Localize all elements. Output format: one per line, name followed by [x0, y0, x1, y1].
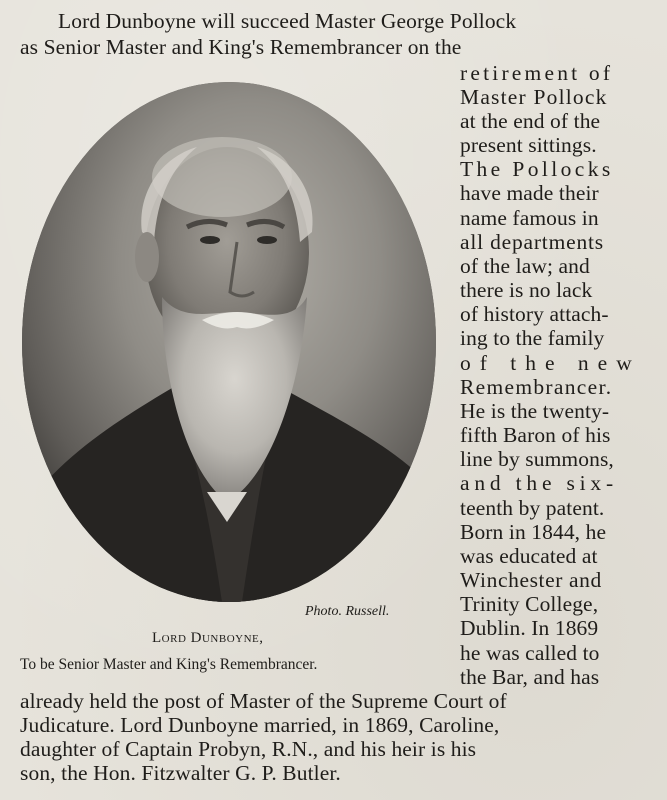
article-col-line — [460, 640, 649, 666]
article-text: at the end of the — [460, 109, 601, 133]
article-text: teenth by patent. — [460, 496, 605, 520]
article-col-line — [460, 543, 649, 569]
article-col-line — [460, 156, 649, 182]
article-line-tail-3 — [20, 736, 649, 762]
article-line-tail-1 — [20, 688, 649, 714]
article-text: already held the post of Master of the Supreme Court of — [20, 689, 507, 713]
article-text: name famous in — [460, 206, 599, 230]
portrait-illustration — [22, 82, 436, 602]
article-text: Winchester and — [460, 568, 602, 592]
article-text: and the six- — [460, 471, 618, 495]
article-text: Remembrancer. — [460, 375, 613, 399]
photo-credit: Photo. Russell. — [305, 604, 390, 619]
article-col-line — [460, 84, 649, 110]
article-col-line — [460, 132, 649, 158]
article-text: retirement of — [460, 61, 614, 85]
article-text: fifth Baron of his — [460, 423, 611, 447]
article-col-line — [460, 374, 649, 400]
article-col-line — [460, 470, 649, 496]
article-text: of the new — [460, 351, 641, 375]
article-col-line — [460, 350, 649, 376]
article-text: Master Pollock — [460, 85, 608, 109]
article-text: was educated at — [460, 544, 598, 568]
article-text: he was called to — [460, 641, 600, 665]
article-col-line — [460, 422, 649, 448]
article-col-line — [460, 253, 649, 279]
article-text: as Senior Master and King's Remembrancer on the — [20, 35, 462, 59]
article-text: of history attach- — [460, 302, 609, 326]
article-text: of the law; and — [460, 254, 590, 278]
article-text: son, the Hon. Fitzwalter G. P. Butler. — [20, 761, 341, 785]
article-col-line — [460, 301, 649, 327]
portrait-photo — [22, 82, 436, 602]
article-text: line by summons, — [460, 447, 614, 471]
article-line-1 — [58, 8, 649, 34]
article-text: all departments — [460, 230, 604, 254]
article-line-2 — [20, 34, 649, 60]
portrait-oval — [22, 82, 436, 602]
article-col-line — [460, 519, 649, 545]
article-text: have made their — [460, 181, 599, 205]
article-text: Judicature. Lord Dunboyne married, in 1869, Caroline, — [20, 713, 500, 737]
article-text: Dublin. In 1869 — [460, 616, 599, 640]
article-text: The Pollocks — [460, 157, 614, 181]
article-col-line — [460, 108, 649, 134]
article-text: present sittings. — [460, 133, 597, 157]
article-col-line — [460, 180, 649, 206]
photo-caption-description: To be Senior Master and King's Remembrancer. — [20, 656, 318, 673]
photo-caption-name: Lord Dunboyne, — [152, 630, 264, 646]
article-col-line — [460, 591, 649, 617]
article-text: there is no lack — [460, 278, 593, 302]
article-col-line — [460, 446, 649, 472]
article-text: He is the twenty- — [460, 399, 610, 423]
article-col-line — [460, 325, 649, 351]
article-text: ing to the family — [460, 326, 605, 350]
article-col-line — [460, 60, 649, 86]
article-text: Lord Dunboyne will succeed Master George Pollock — [58, 9, 517, 33]
article-col-line — [460, 229, 649, 255]
article-col-line — [460, 398, 649, 424]
article-text: Trinity College, — [460, 592, 599, 616]
article-col-line — [460, 495, 649, 521]
article-col-line — [460, 277, 649, 303]
article-text: Born in 1844, he — [460, 520, 607, 544]
article-line-1-text — [58, 8, 649, 34]
article-line-tail-2 — [20, 712, 649, 738]
article-col-line — [460, 664, 649, 690]
article-col-line — [460, 205, 649, 231]
article-text: daughter of Captain Probyn, R.N., and his heir is his — [20, 737, 477, 761]
article-line-tail-4 — [20, 760, 649, 786]
article-col-line — [460, 615, 649, 641]
article-col-line — [460, 567, 649, 593]
article-text: the Bar, and has — [460, 665, 600, 689]
